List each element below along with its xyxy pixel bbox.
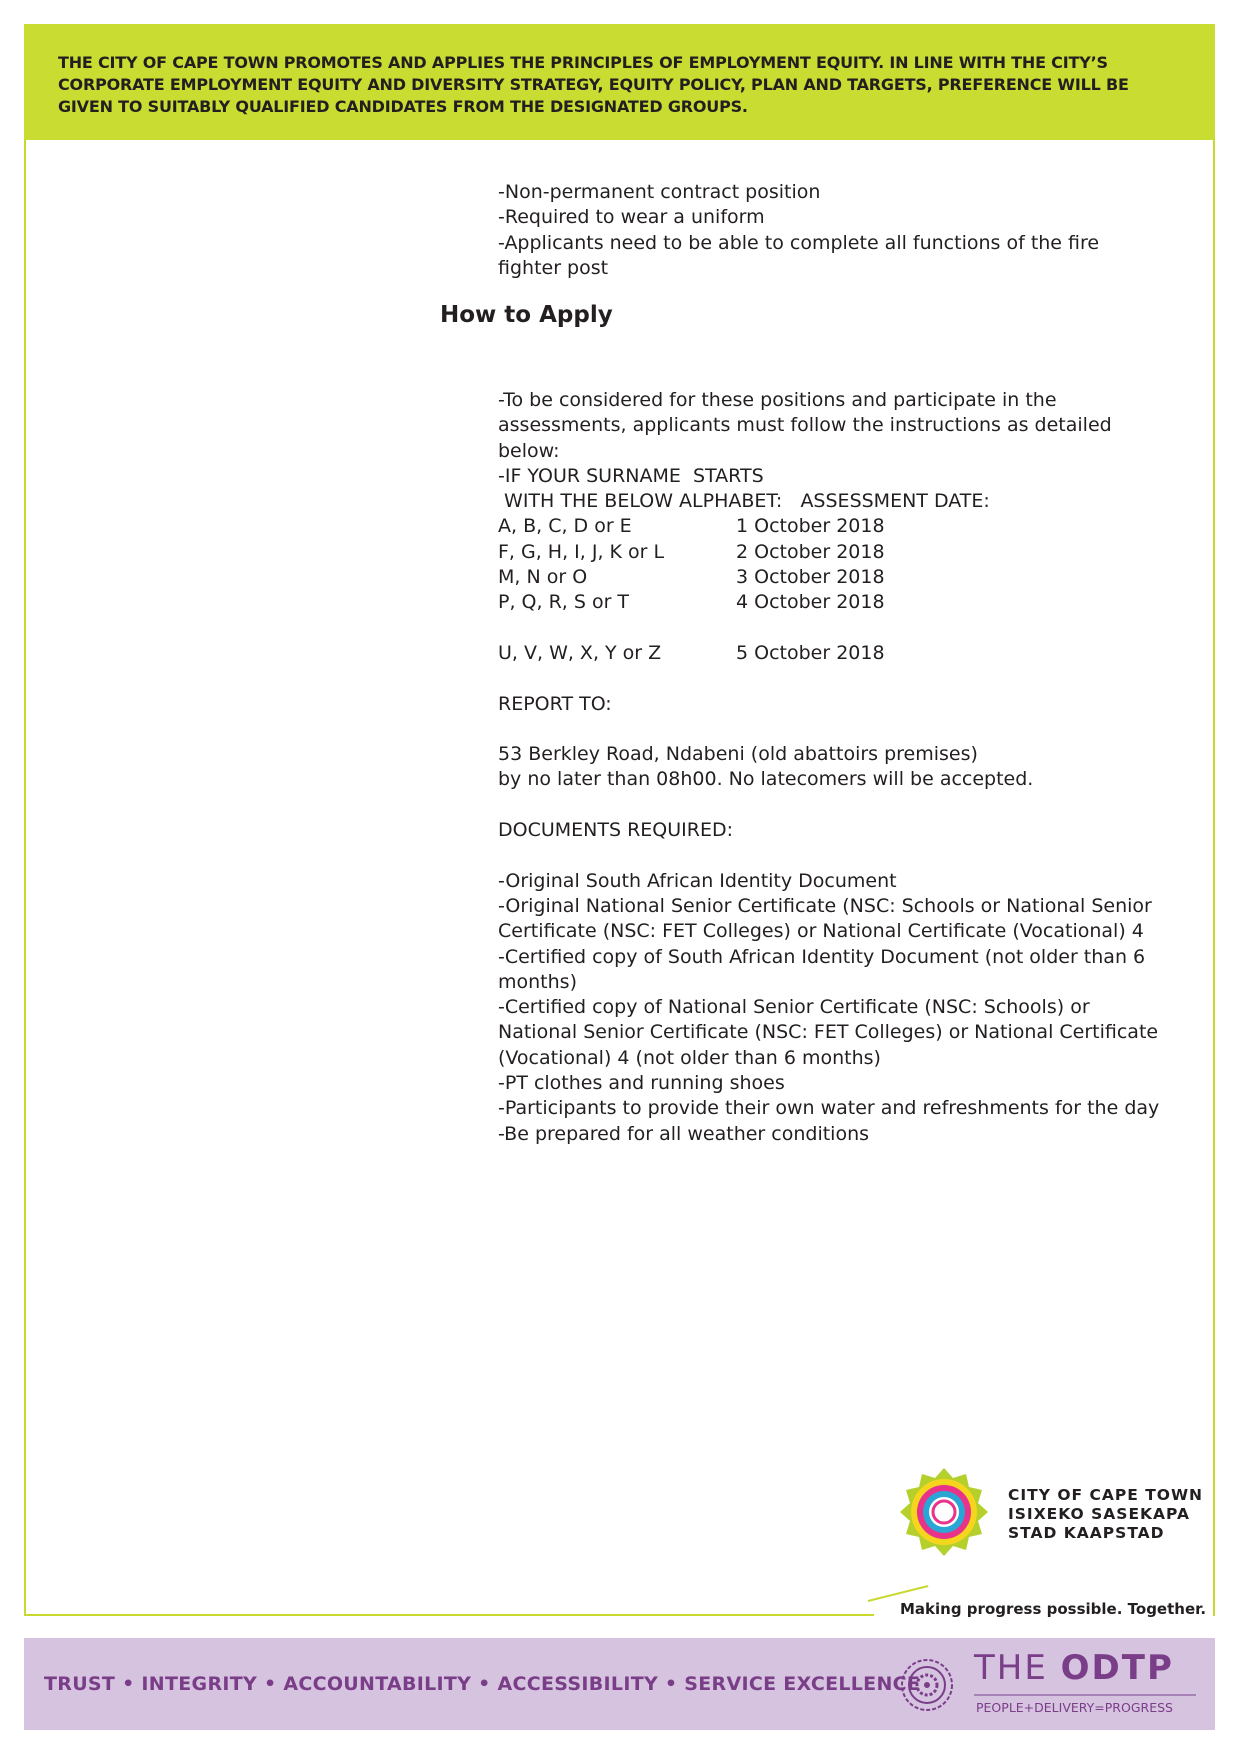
city-logo-line: STAD KAAPSTAD	[1008, 1524, 1165, 1542]
values-text: TRUST • INTEGRITY • ACCOUNTABILITY • ACCESSIBILITY • SERVICE EXCELLENCE	[44, 1673, 921, 1695]
intro-line: assessments, applicants must follow the instructions as detailed	[498, 414, 1112, 437]
assessment-date: 3 October 2018	[736, 566, 885, 589]
city-logo-line: ISIXEKO SASEKAPA	[1008, 1505, 1190, 1523]
intro-line: -IF YOUR SURNAME STARTS	[498, 464, 764, 487]
document-line: -Certified copy of National Senior Certificate (NSC: Schools) or	[498, 996, 1090, 1019]
schedule-row	[498, 641, 1208, 666]
intro-line: -To be considered for these positions and participate in the	[498, 389, 1057, 411]
city-logo-text	[1008, 1486, 1203, 1543]
odtp-bold: ODTP	[1060, 1648, 1174, 1688]
document-line: National Senior Certificate (NSC: FET Colleges) or National Certificate	[498, 1021, 1159, 1044]
schedule-row	[498, 540, 1208, 565]
requirement-line: -Non-permanent contract position	[498, 181, 821, 203]
report-to-label: REPORT TO:	[498, 692, 612, 715]
odtp-emblem-icon	[900, 1658, 954, 1712]
assessment-date: 2 October 2018	[736, 540, 885, 563]
document-line: -Original South African Identity Document	[498, 869, 897, 892]
schedule-header: WITH THE BELOW ALPHABET: ASSESSMENT DATE:	[498, 490, 990, 513]
document-line: -PT clothes and running shoes	[498, 1072, 785, 1095]
document-line: Certificate (NSC: FET Colleges) or National Certificate (Vocational) 4	[498, 920, 1144, 943]
document-line: -Participants to provide their own water and refreshments for the day	[498, 1097, 1160, 1120]
report-time: by no later than 08h00. No latecomers will be accepted.	[498, 768, 1034, 791]
assessment-date: 4 October 2018	[736, 591, 885, 614]
document-line: -Certified copy of South African Identity Document (not older than 6	[498, 945, 1146, 968]
schedule-row	[498, 514, 1208, 539]
odtp-subtitle: PEOPLE+DELIVERY=PROGRESS	[976, 1700, 1173, 1715]
banner-line: CORPORATE EMPLOYMENT EQUITY AND DIVERSITY STRATEGY, EQUITY POLICY, PLAN AND TARGETS, PREFERENCE WILL BE	[58, 75, 1129, 94]
how-to-apply-heading: How to Apply	[440, 302, 613, 328]
city-logo-line: CITY OF CAPE TOWN	[1008, 1486, 1204, 1504]
apply-instructions	[498, 388, 1208, 1147]
odtp-underline	[974, 1694, 1196, 1696]
requirement-line: fighter post	[498, 256, 609, 279]
surname-letters: P, Q, R, S or T	[498, 591, 630, 614]
schedule-row	[498, 590, 1208, 615]
surname-letters: M, N or O	[498, 566, 588, 589]
requirement-line: -Applicants need to be able to complete all functions of the fire	[498, 231, 1100, 254]
banner-line: GIVEN TO SUITABLY QUALIFIED CANDIDATES FROM THE DESIGNATED GROUPS.	[58, 97, 748, 116]
document-line: -Original National Senior Certificate (NSC: Schools or National Senior	[498, 894, 1152, 917]
banner-line: THE CITY OF CAPE TOWN PROMOTES AND APPLIES THE PRINCIPLES OF EMPLOYMENT EQUITY. IN LINE WITH THE CITY’S	[58, 53, 1108, 72]
surname-letters: A, B, C, D or E	[498, 515, 632, 538]
requirement-line: -Required to wear a uniform	[498, 206, 765, 229]
assessment-date: 1 October 2018	[736, 515, 885, 538]
requirements-list	[498, 180, 1208, 281]
surname-letters: F, G, H, I, J, K or L	[498, 540, 665, 563]
equity-banner	[24, 24, 1215, 140]
schedule-row	[498, 565, 1208, 590]
values-footer	[24, 1638, 1215, 1730]
document-line: months)	[498, 970, 577, 993]
tagline: Making progress possible. Together.	[900, 1600, 1207, 1618]
document-line: -Be prepared for all weather conditions	[498, 1122, 870, 1145]
document-line: (Vocational) 4 (not older than 6 months)	[498, 1046, 881, 1069]
report-address: 53 Berkley Road, Ndabeni (old abattoirs premises)	[498, 743, 978, 766]
intro-line: below:	[498, 439, 560, 462]
odtp-the: THE	[974, 1648, 1061, 1688]
documents-label: DOCUMENTS REQUIRED:	[498, 819, 733, 842]
surname-letters: U, V, W, X, Y or Z	[498, 641, 662, 664]
frame-bottom-rule	[24, 1614, 874, 1616]
city-logo-icon	[898, 1466, 990, 1558]
odtp-title	[974, 1648, 1174, 1688]
assessment-date: 5 October 2018	[736, 641, 885, 664]
